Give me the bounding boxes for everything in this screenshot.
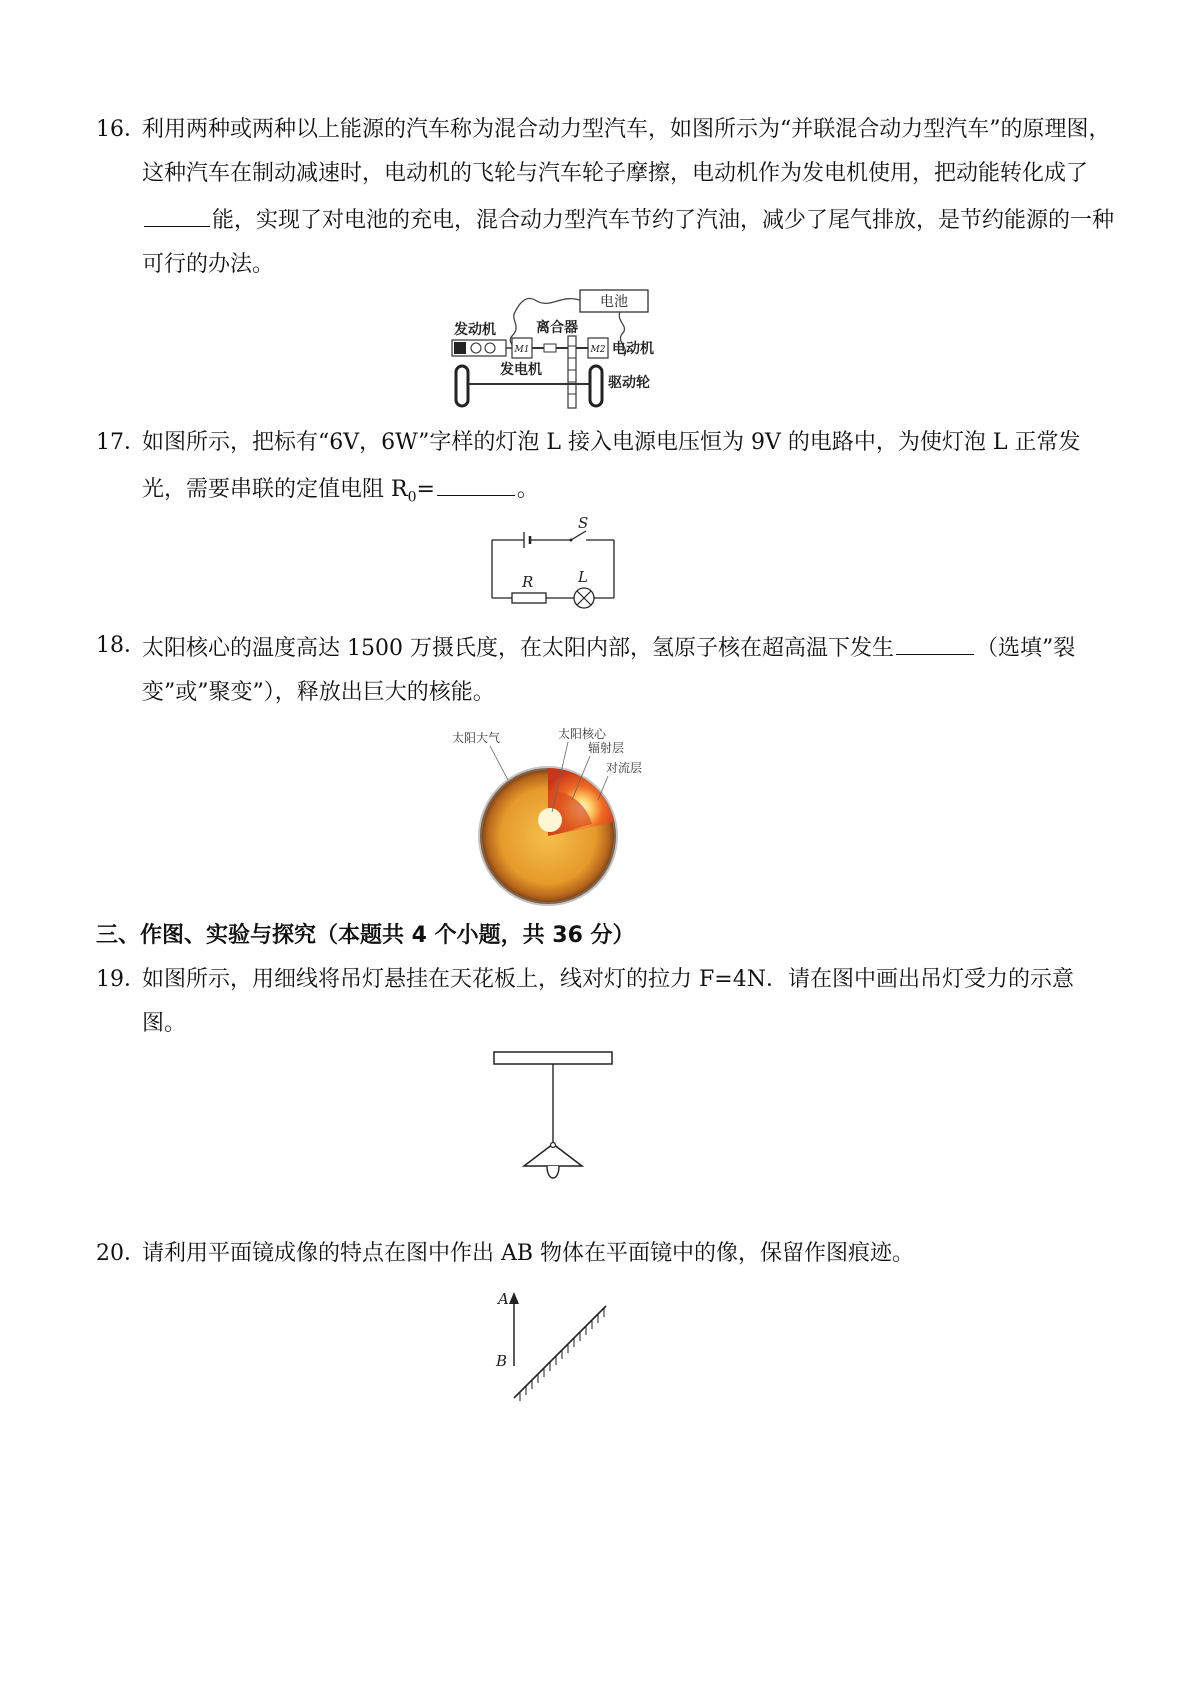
atmosphere-label: 太阳大气 [452, 731, 501, 745]
answer-blank[interactable] [437, 465, 515, 496]
svg-text:M2: M2 [590, 345, 606, 355]
engine-block [454, 342, 466, 354]
right-wheel [590, 366, 602, 406]
clutch-label: 离合器 [536, 320, 578, 336]
bulb [547, 1166, 559, 1178]
question-text: 请利用平面镜成像的特点在图中作出 AB 物体在平面镜中的像，保留作图痕迹。 [142, 1241, 915, 1266]
question-20 [96, 1232, 1116, 1276]
drive-shaft [568, 336, 576, 408]
plane-mirror-diagram [492, 1286, 622, 1406]
switch-lever [571, 531, 586, 540]
lamp-label: L [578, 568, 588, 586]
question-number: 16． [96, 117, 146, 142]
hybrid-car-diagram [440, 286, 700, 416]
point-b-label: B [496, 1352, 508, 1370]
convection-label: 对流层 [606, 761, 643, 775]
resistor-label: R [522, 573, 534, 591]
arrow-head [509, 1292, 519, 1304]
radiation-label: 辐射层 [588, 741, 625, 755]
question-text: 利用两种或两种以上能源的汽车称为混合动力型汽车，如图所示为“并联混合动力型汽车”的原理图，这种汽车在制动减速时，电动机的飞轮与汽车轮子摩擦，电动机作为发电机使用，把动能转化成了能，实现了对电池的充电，混合动力型汽车节约了汽油，减少了尾气排放，是节约能源的一种可行的办法。 [142, 117, 1115, 277]
hanging-lamp-diagram [490, 1048, 620, 1188]
motor-label: 电动机 [612, 341, 654, 357]
question-text: 太阳核心的温度高达 1500 万摄氏度，在太阳内部，氢原子核在超高温下发生 （选填”裂变”或”聚变”），释放出巨大的核能。 [142, 624, 1116, 715]
sun-structure-diagram [450, 720, 680, 900]
sun-core [538, 808, 562, 832]
question-18 [96, 624, 1116, 715]
point-a-label: A [498, 1290, 509, 1308]
switch-label: S [578, 514, 589, 532]
question-number: 19． [96, 967, 146, 992]
core-label: 太阳核心 [558, 727, 607, 741]
battery-label: 电池 [600, 294, 628, 310]
generator-label: 发电机 [500, 362, 542, 378]
question-19 [96, 958, 1116, 1046]
drive-wheel-label: 驱动轮 [608, 375, 650, 391]
mirror-surface [514, 1306, 606, 1398]
question-16 [96, 108, 1116, 287]
question-text: 如图所示，用细线将吊灯悬挂在天花板上，线对灯的拉力 F=4N．请在图中画出吊灯受力的示意图。 [142, 967, 1074, 1036]
svg-text:M1: M1 [514, 345, 530, 355]
question-number: 20． [96, 1241, 146, 1266]
answer-blank[interactable] [144, 196, 210, 227]
resistor [512, 593, 546, 603]
answer-blank[interactable] [896, 624, 974, 655]
engine-label: 发动机 [454, 322, 496, 338]
question-number: 17． [96, 430, 146, 455]
section-heading: 三、作图、实验与探究（本题共 4 个小题，共 36 分） [96, 923, 635, 948]
question-17 [96, 421, 1116, 519]
mirror-hatching [520, 1308, 604, 1401]
ceiling-board [494, 1052, 612, 1064]
circuit-diagram [490, 516, 620, 608]
left-wheel [456, 366, 468, 406]
question-number: 18． [96, 633, 146, 658]
question-text: 如图所示，把标有“6V，6W”字样的灯泡 L 接入电源电压恒为 9V 的电路中，为使灯泡 L 正常发光，需要串联的定值电阻 $R_0=$ 。 [142, 430, 1081, 506]
